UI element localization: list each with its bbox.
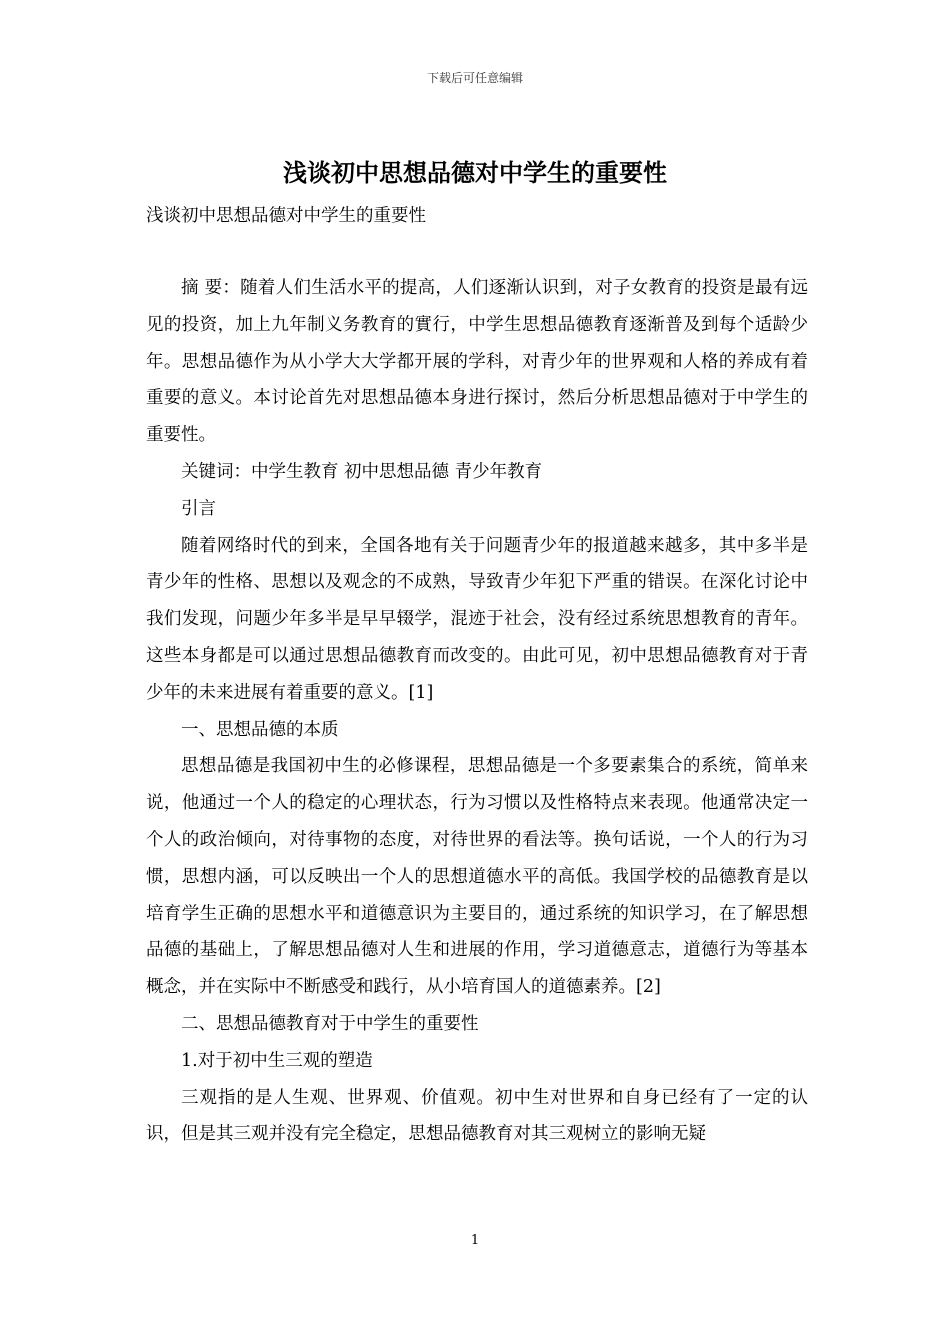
document-subtitle: 浅谈初中思想品德对中学生的重要性 bbox=[146, 206, 426, 226]
body-paragraph: 思想品德是我国初中生的必修课程，思想品德是一个多要素集合的系统，简单来说，他通过一个人的稳定的心理状态，行为习惯以及性格特点来表现。他通常决定一个人的政治倾向，对待事物的态度，对待世界的看法等。换句话说，一个人的行为习惯，思想内涵，可以反映出一个人的思想道德水平的高低。我国学校的品德教育是以培育学生正确的思想水平和道德意识为主要目的，通过系统的知识学习，在了解思想品德的基础上，了解思想品德对人生和进展的作用，学习道德意志，道德行为等基本概念，并在实际中不断感受和践行，从小培育国人的道德素养。[2] bbox=[146, 756, 808, 998]
keywords-paragraph: 关键词：中学生教育 初中思想品德 青少年教育 bbox=[181, 461, 543, 482]
subsection-heading-2-1: 1.对于初中生三观的塑造 bbox=[181, 1050, 373, 1071]
page-header: 下载后可任意编辑 bbox=[426, 71, 523, 85]
document-title: 浅谈初中思想品德对中学生的重要性 bbox=[283, 159, 667, 187]
body-paragraph: 随着网络时代的到来，全国各地有关于问题青少年的报道越来越多，其中多半是青少年的性格、思想以及观念的不成熟，导致青少年犯下严重的错误。在深化讨论中我们发现，问题少年多半是早早辍学，混迹于社会，没有经过系统思想教育的青年。这些本身都是可以通过思想品德教育而改变的。由此可见，初中思想品德教育对于青少年的未来进展有着重要的意义。[1] bbox=[146, 535, 808, 703]
page-number: 1 bbox=[470, 1233, 480, 1248]
body-paragraph: 三观指的是人生观、世界观、价值观。初中生对世界和自身已经有了一定的认识，但是其三观并没有完全稳定，思想品德教育对其三观树立的影响无疑 bbox=[146, 1087, 808, 1145]
document-body bbox=[146, 270, 808, 1153]
section-heading-1: 一、思想品德的本质 bbox=[181, 719, 339, 740]
section-heading-2: 二、思想品德教育对于中学生的重要性 bbox=[181, 1013, 479, 1034]
abstract-paragraph: 摘 要：随着人们生活水平的提高，人们逐渐认识到，对子女教育的投资是最有远见的投资，加上九年制义务教育的實行，中学生思想品德教育逐渐普及到每个适龄少年。思想品德作为从小学大大学都开展的学科，对青少年的世界观和人格的养成有着重要的意义。本讨论首先对思想品德本身进行探讨，然后分析思想品德对于中学生的重要性。 bbox=[146, 278, 808, 446]
section-heading-introduction: 引言 bbox=[181, 498, 216, 519]
